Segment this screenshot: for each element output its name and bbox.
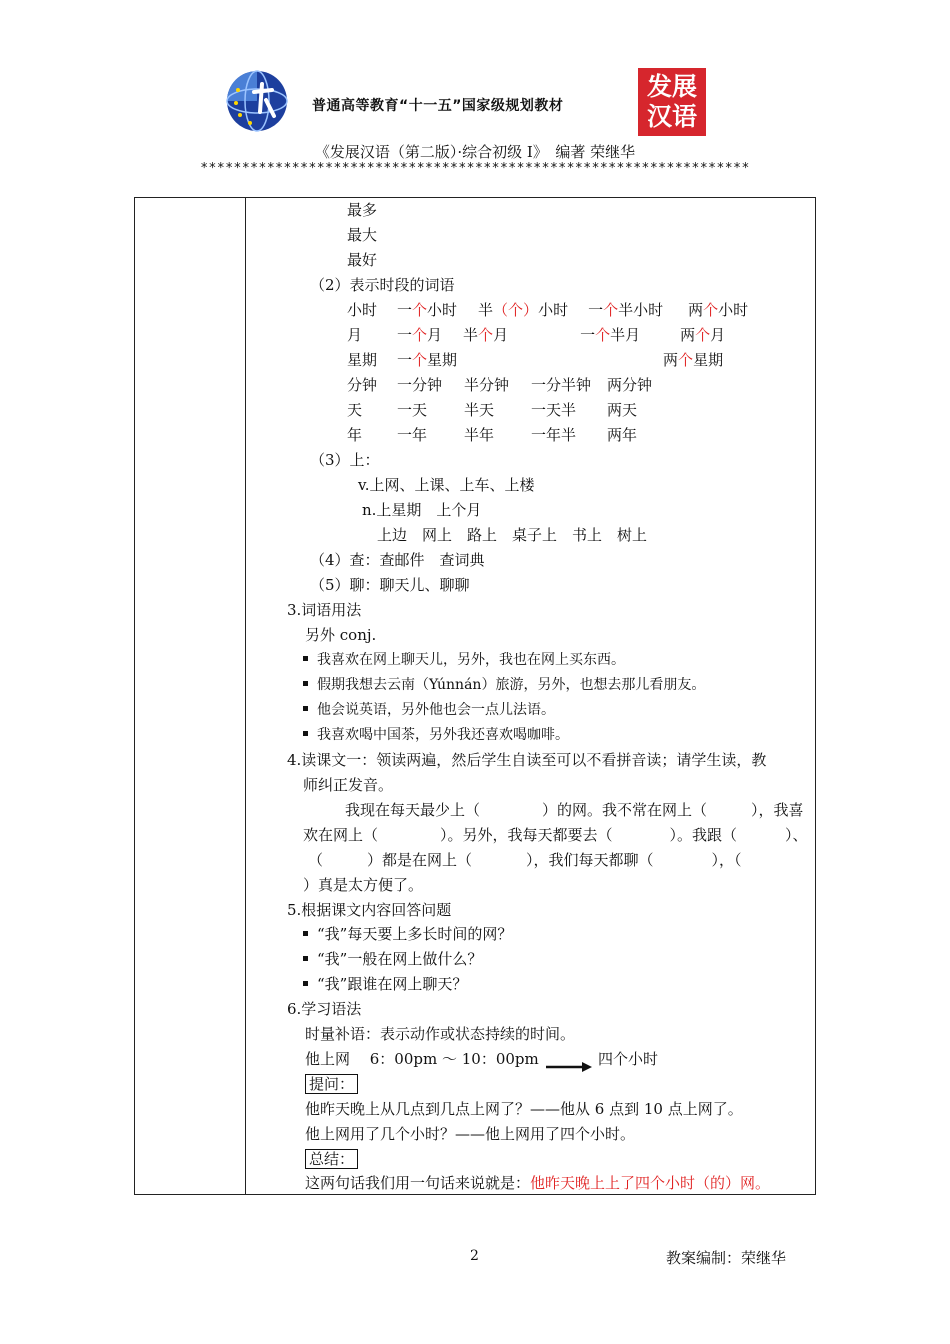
time-cell: 星期 — [693, 351, 724, 369]
bullet-icon — [303, 731, 308, 736]
time-cell-red: 个 — [412, 351, 428, 369]
summary-prefix: 这两句话我们用一句话来说就是： — [305, 1174, 531, 1192]
time-cell: 半月 — [610, 326, 641, 344]
time-cell: 半分钟 — [464, 376, 510, 394]
time-cell: 小时 — [347, 301, 378, 319]
footer-author: 教案编制：荣继华 — [666, 1249, 787, 1267]
time-cell: 月 — [710, 326, 726, 344]
time-row-xiaoshi — [347, 300, 748, 320]
time-cell: 一 — [397, 351, 413, 369]
time-cell: 一 — [397, 301, 413, 319]
cloze-line-1 — [345, 800, 804, 820]
cloze-text: ）。我跟（ — [669, 826, 738, 844]
time-cell-red: 个 — [703, 301, 719, 319]
cloze-text: ）、 — [785, 826, 808, 844]
example-item — [303, 650, 625, 670]
question-answer-1: 他昨天晚上从几点到几点上网了？——他从 6 点到 10 点上网了。 — [305, 1100, 743, 1118]
bullet-icon — [303, 981, 308, 986]
star-divider: ****************************************************************** — [200, 161, 750, 176]
page-number: 2 — [470, 1248, 479, 1264]
logo-text-line1: 发展 — [646, 72, 697, 101]
time-cell-red: 个 — [678, 351, 694, 369]
time-cell: 半 — [478, 301, 494, 319]
time-cell: 星期 — [347, 351, 378, 369]
time-cell: 半 — [463, 326, 479, 344]
time-cell: 半年 — [464, 426, 495, 444]
time-cell: 月 — [427, 326, 443, 344]
time-cell: 半天 — [464, 401, 495, 419]
question-item — [303, 949, 482, 969]
part-6-title: 6.学习语法 — [287, 1000, 362, 1018]
globe-logo-icon — [226, 70, 288, 132]
part-4-line1: 4.读课文一：领读两遍，然后学生自读至可以不看拼音读；请学生读，教 — [287, 751, 767, 769]
bullet-icon — [303, 956, 308, 961]
bullet-icon — [303, 656, 308, 661]
tiwen-box: 提问： — [305, 1074, 358, 1094]
cloze-line-3 — [308, 850, 742, 870]
section-3-noun: n.上星期 上个月 — [362, 501, 482, 519]
column-divider — [245, 198, 246, 1194]
time-cell: 一天 — [397, 401, 428, 419]
word-zuihao: 最好 — [347, 251, 378, 269]
time-cell-red: 个 — [478, 326, 494, 344]
bullet-icon — [303, 681, 308, 686]
time-cell: 一分钟 — [397, 376, 443, 394]
time-row-nian — [347, 425, 637, 445]
cloze-text: ）。另外，我每天都要去（ — [440, 826, 613, 844]
time-cell: 一 — [580, 326, 596, 344]
header-title: 普通高等教育“十一五”国家级规划教材 — [312, 98, 564, 114]
time-cell: 两 — [680, 326, 696, 344]
time-cell: 年 — [347, 426, 363, 444]
time-row-tian — [347, 400, 637, 420]
book-subtitle: 《发展汉语（第二版）·综合初级 I》 编著 荣继华 — [314, 143, 636, 161]
time-row-yue — [347, 325, 725, 345]
section-4-cha: （4）查：查邮件 查词典 — [310, 551, 485, 569]
time-cell: 两分钟 — [607, 376, 653, 394]
question-item — [303, 924, 512, 944]
time-cell-red: （个） — [493, 301, 539, 319]
time-cell-red: 个 — [412, 326, 428, 344]
cloze-text: ），我们每天都聊（ — [526, 851, 654, 869]
time-cell: 一 — [397, 326, 413, 344]
example-item — [303, 675, 705, 695]
tiwen-label — [305, 1074, 358, 1094]
cloze-text: ）的网。我不常在网上（ — [542, 801, 708, 819]
logo-text-line2: 汉语 — [646, 102, 697, 131]
time-cell: 两年 — [607, 426, 638, 444]
example-text: 他会说英语，另外他也会一点儿法语。 — [317, 702, 555, 718]
time-cell: 半小时 — [618, 301, 664, 319]
time-cell: 天 — [347, 401, 363, 419]
fazhan-hanyu-logo — [638, 68, 706, 136]
example-text: 我喜欢喝中国茶，另外我还喜欢喝咖啡。 — [317, 727, 569, 743]
section-2-title: （2）表示时段的词语 — [310, 276, 455, 294]
time-cell: 星期 — [427, 351, 458, 369]
shiliang-buyu: 时量补语：表示动作或状态持续的时间。 — [305, 1025, 576, 1043]
time-cell: 月 — [347, 326, 363, 344]
cloze-line-2 — [303, 825, 808, 845]
cloze-text: 我现在每天最少上（ — [345, 801, 481, 819]
time-cell: 月 — [493, 326, 509, 344]
part-4-line2: 师纠正发音。 — [303, 776, 394, 794]
question-text: “我”跟谁在网上聊天？ — [317, 975, 468, 993]
time-cell: 一 — [588, 301, 604, 319]
time-row-xingqi — [347, 350, 723, 370]
summary-line — [305, 1173, 770, 1193]
cloze-line-4: ）真是太方便了。 — [303, 876, 424, 894]
time-cell: 小时 — [718, 301, 749, 319]
section-3-verb: v.上网、上课、上车、上楼 — [358, 476, 535, 494]
cloze-text: ），（ — [711, 851, 742, 869]
word-zuida: 最大 — [347, 226, 378, 244]
time-cell-red: 个 — [695, 326, 711, 344]
arrow-right-icon — [546, 1062, 592, 1072]
lingwai-conj: 另外 conj. — [305, 626, 377, 644]
time-cell: 一天半 — [531, 401, 577, 419]
word-zuiduo: 最多 — [347, 201, 378, 219]
time-cell: 两天 — [607, 401, 638, 419]
section-5-liao: （5）聊：聊天儿、聊聊 — [310, 576, 470, 594]
zongjie-label — [305, 1149, 358, 1169]
question-item — [303, 974, 467, 994]
section-3-locations: 上边 网上 路上 桌子上 书上 树上 — [377, 526, 648, 544]
time-cell: 两 — [663, 351, 679, 369]
question-text: “我”每天要上多长时间的网？ — [317, 925, 513, 943]
time-cell: 一分半钟 — [531, 376, 592, 394]
time-cell: 两 — [688, 301, 704, 319]
example-time-span: 他上网 6：00pm ～ 10：00pm — [305, 1050, 539, 1068]
time-cell: 一年 — [397, 426, 428, 444]
time-cell: 分钟 — [347, 376, 378, 394]
example-duration: 四个小时 — [598, 1050, 659, 1068]
lesson-table — [134, 197, 816, 1195]
time-cell-red: 个 — [412, 301, 428, 319]
bullet-icon — [303, 931, 308, 936]
example-item — [303, 700, 555, 720]
cloze-text: 欢在网上（ — [303, 826, 379, 844]
part-5-title: 5.根据课文内容回答问题 — [287, 901, 452, 919]
cloze-text: ），我喜 — [751, 801, 804, 819]
time-cell: 小时 — [427, 301, 458, 319]
summary-highlight: 他昨天晚上上了四个小时（的）网。 — [530, 1174, 771, 1192]
cloze-text: ）都是在网上（ — [367, 851, 473, 869]
example-text: 假期我想去云南（Yúnnán）旅游，另外，也想去那儿看朋友。 — [317, 677, 706, 693]
zongjie-box: 总结： — [305, 1149, 358, 1169]
time-row-fenzhong — [347, 375, 652, 395]
question-text: “我”一般在网上做什么？ — [317, 950, 483, 968]
example-item — [303, 725, 569, 745]
question-answer-2: 他上网用了几个小时？——他上网用了四个小时。 — [305, 1125, 636, 1143]
section-3-title: （3）上： — [310, 451, 380, 469]
bullet-icon — [303, 706, 308, 711]
time-cell: 小时 — [538, 301, 569, 319]
example-text: 我喜欢在网上聊天儿，另外，我也在网上买东西。 — [317, 652, 625, 668]
time-cell-red: 个 — [603, 301, 619, 319]
time-cell: 一年半 — [531, 426, 577, 444]
cloze-text: （ — [308, 851, 324, 869]
part-3-title: 3.词语用法 — [287, 601, 362, 619]
time-cell-red: 个 — [595, 326, 611, 344]
